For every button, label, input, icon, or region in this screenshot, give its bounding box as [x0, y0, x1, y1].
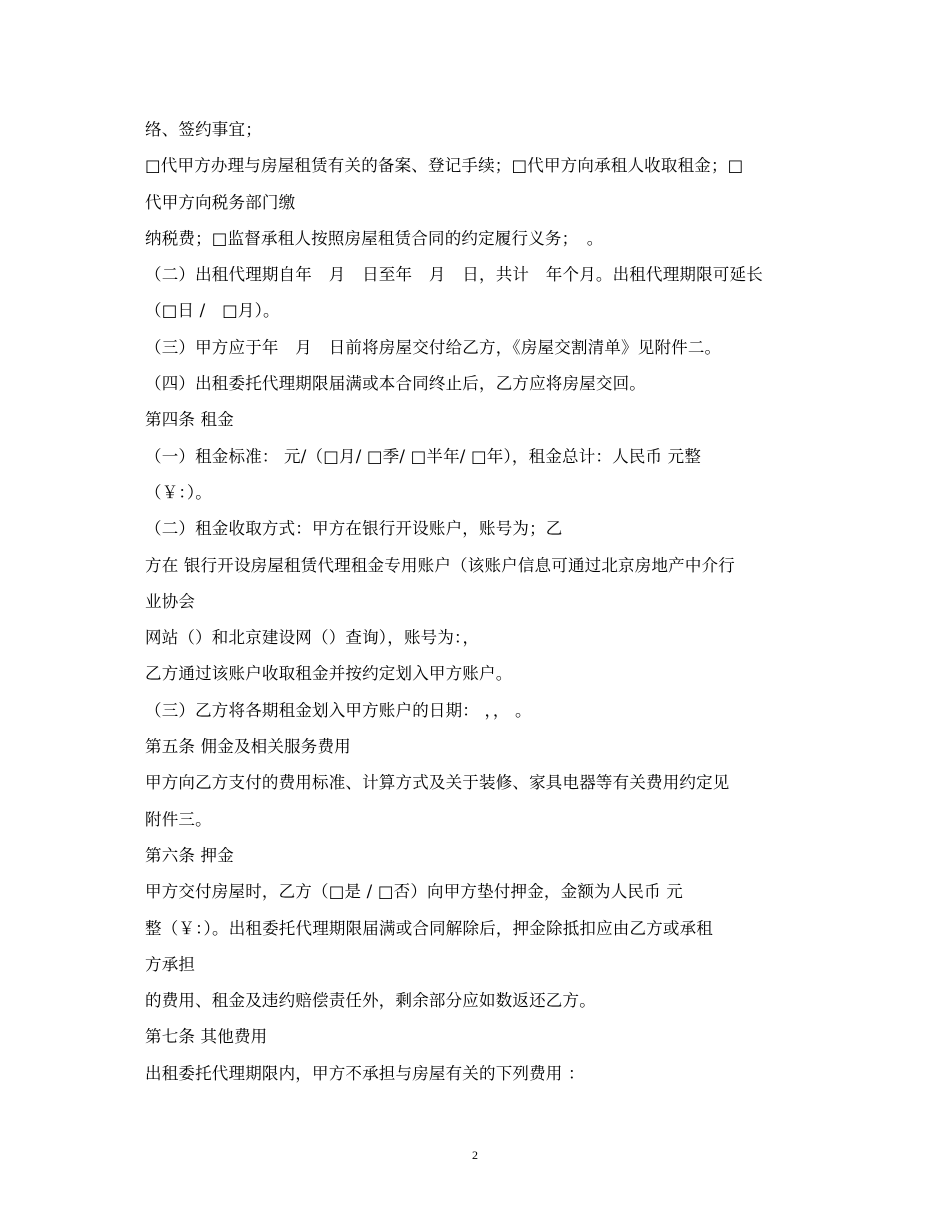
text-line: 纳税费；□监督承租人按照房屋租赁合同的约定履行义务； 。 [145, 228, 604, 248]
text-line: （四）出租委托代理期限届满或本合同终止后，乙方应将房屋交回。 [145, 374, 646, 394]
text-line: 网站（）和北京建设网（）查询），账号为：， [145, 628, 480, 648]
text-line: 方在 银行开设房屋租赁代理租金专用账户（该账户信息可通过北京房地产中介行 [145, 555, 735, 575]
text-line: （二）出租代理期自年 月 日至年 月 日，共计 年个月。出租代理期限可延长 [145, 265, 763, 285]
section-heading: 第七条 其他费用 [145, 1027, 268, 1047]
text-line: 络、签约事宜； [145, 120, 262, 139]
text-line: 附件三。 [145, 809, 212, 829]
text-line: （￥：）。 [145, 482, 212, 502]
section-heading: 第六条 押金 [145, 845, 234, 865]
text-line: 代甲方向税务部门缴 [145, 192, 296, 212]
section-heading: 第四条 租金 [145, 410, 234, 430]
document-body [145, 112, 813, 1092]
text-line: □代甲方办理与房屋租赁有关的备案、登记手续；□代甲方向承租人收取租金；□ [145, 156, 744, 176]
text-line: （□日 / □月）。 [145, 301, 280, 321]
text-line: 整（￥：）。出租委托代理期限届满或合同解除后，押金除抵扣应由乙方或承租 [145, 918, 713, 938]
text-line: 甲方向乙方支付的费用标准、计算方式及关于装修、家具电器等有关费用约定见 [145, 773, 730, 793]
text-line: （一）租金标准： 元/（□月/ □季/ □半年/ □年），租金总计：人民币 元整 [145, 446, 702, 466]
text-line: 甲方交付房屋时，乙方（□是 / □否）向甲方垫付押金，金额为人民币 元 [145, 882, 683, 902]
page-number: 2 [472, 1148, 478, 1162]
text-line: 的费用、租金及违约赔偿责任外，剩余部分应如数返还乙方。 [145, 991, 596, 1011]
text-line: 方承担 [145, 954, 196, 974]
text-line: 业协会 [145, 591, 196, 611]
text-line: （三）甲方应于年 月 日前将房屋交付给乙方，《房屋交割清单》见附件二。 [145, 337, 722, 357]
section-heading: 第五条 佣金及相关服务费用 [145, 737, 351, 757]
text-line: 出租委托代理期限内，甲方不承担与房屋有关的下列费用 ： [145, 1063, 585, 1083]
text-line: （二）租金收取方式：甲方在银行开设账户，账号为；乙 [145, 519, 563, 539]
text-line: （三）乙方将各期租金划入甲方账户的日期： ，， 。 [145, 700, 532, 720]
text-line: 乙方通过该账户收取租金并按约定划入甲方账户。 [145, 664, 513, 684]
